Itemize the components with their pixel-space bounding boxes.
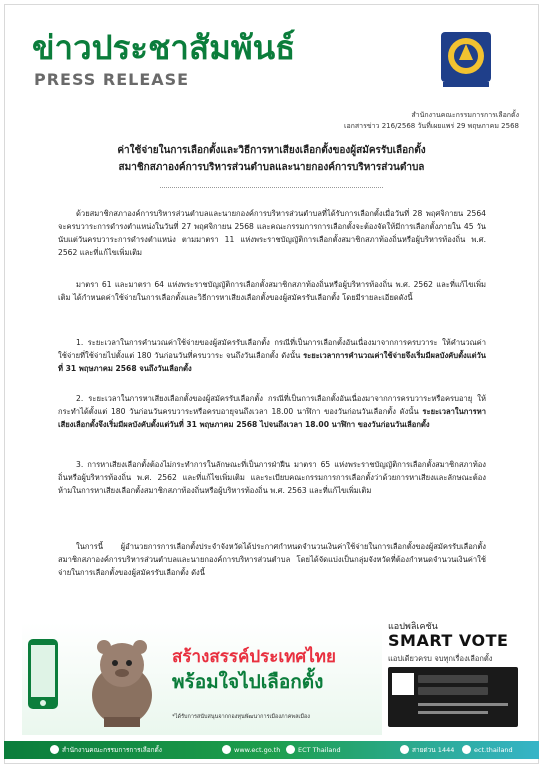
paragraph-5-text: 3. การหาเสียงเลือกตั้งต้องไม่กระทำการในลักษณะที่เป็นการฝ่าฝืน มาตรา 65 แห่งพระราชบัญญัติการเลือกตั้งสมาชิกสภาท้องถิ่นหรือผู้บริหารท้องถิ่น พ.ศ. 2562 และที่แก้ไขเพิ่มเติม และระเบียบคณะกรรมการการเลือกตั้งว่าด้วยการหาเสียงและลักษณะต้องห้ามในการหาเสียงเลือกตั้งสมาชิกสภาท้องถิ่นหรือผู้บริหารท้องถิ่น พ.ศ. 2563 และที่แก้ไขเพิ่มเติม <box>58 460 486 495</box>
paragraph-4-text <box>58 392 486 431</box>
page-title: ข่าวประชาสัมพันธ์ <box>32 28 296 67</box>
banner-subheadline: พร้อมใจไปเลือกตั้ง <box>172 671 324 693</box>
mascot-icon <box>74 631 170 731</box>
globe-icon <box>222 745 231 754</box>
app-label: แอปพลิเคชัน <box>388 622 438 632</box>
app-store-badge[interactable] <box>418 675 488 683</box>
paragraph-1-text: ด้วยสมาชิกสภาองค์การบริหารส่วนตำบลและนายกองค์การบริหารส่วนตำบลที่ได้รับการเลือกตั้งเมื่อวันที่ 28 พฤศจิกายน 2564 จะครบวาระการดำรงตำแหน่งในวันที่ 27 พฤศจิกายน 2568 และคณะกรรมการการเลือกตั้งจะต้องจัดให้มีการเลือกตั้งภายใน 45 วันนับแต่วันครบวาระการดำรงตำแหน่ง ตามมาตรา 11 แห่งพระราชบัญญัติการเลือกตั้งสมาชิกสภาท้องถิ่นหรือผู้บริหารท้องถิ่น พ.ศ. 2562 และที่แก้ไขเพิ่มเติม <box>58 209 486 257</box>
office-block <box>344 110 519 132</box>
google-play-badge[interactable] <box>418 687 488 695</box>
panel-text-line <box>418 703 508 706</box>
banner-sponsor-note: *ได้รับการสนับสนุนจากกองทุนพัฒนาการเมืองภาคพลเมือง <box>172 714 310 720</box>
footer-hotline[interactable]: สายด่วน 1444 <box>412 746 455 754</box>
paragraph-3-text <box>58 336 486 375</box>
paragraph-2 <box>58 278 486 304</box>
paragraph-6 <box>58 540 486 579</box>
facebook-icon <box>286 745 295 754</box>
document-title <box>0 142 543 176</box>
paragraph-3-regular: 1. ระยะเวลาในการคำนวณค่าใช้จ่ายของผู้สมัครรับเลือกตั้ง กรณีที่เป็นการเลือกตั้งอันเนื่องมาจากการครบวาระ ให้คำนวณค่าใช้จ่ายที่ใช้จ่ายไปตั้งแต่ 180 วันก่อนวันที่ครบวาระ จนถึงวันเลือกตั้ง ดังนั้น <box>58 338 486 360</box>
paragraph-3 <box>58 336 486 375</box>
document-title-line2: สมาชิกสภาองค์การบริหารส่วนตำบลและนายกองค์การบริหารส่วนตำบล <box>118 162 425 173</box>
page-subtitle: PRESS RELEASE <box>34 70 190 89</box>
paragraph-4-bold: ระยะเวลาในการหาเสียงเลือกตั้งจึงเริ่มมีผลบังคับตั้งแต่วันที่ 31 พฤษภาคม 2568 ไปจนถึงเวลา 18.00 นาฬิกา ของวันก่อนวันเลือกตั้ง <box>58 407 486 429</box>
paragraph-3-bold: ระยะเวลาการคำนวณค่าใช้จ่ายจึงเริ่มมีผลบังคับตั้งแต่วันที่ 31 พฤษภาคม 2568 จนถึงวันเลือกตั้ง <box>58 351 486 373</box>
smart-vote-promo <box>388 615 520 733</box>
ect-logo-icon <box>50 745 59 754</box>
footer-office: สำนักงานคณะกรรมการการเลือกตั้ง <box>62 746 162 754</box>
banner-headline: สร้างสรรค์ประเทศไทย <box>172 647 336 667</box>
paragraph-1 <box>58 207 486 259</box>
footer-facebook[interactable]: ECT Thailand <box>298 746 341 754</box>
qr-code-icon[interactable] <box>392 673 414 695</box>
banner-left-panel <box>22 623 382 735</box>
panel-text-line <box>418 711 488 714</box>
footer <box>0 737 543 764</box>
footer-website[interactable]: www.ect.go.th <box>234 746 281 754</box>
document-title-line1: ค่าใช้จ่ายในการเลือกตั้งและวิธีการหาเสียงเลือกตั้งของผู้สมัครรับเลือกตั้ง <box>117 145 426 156</box>
release-reference: เอกสารข่าว 216/2568 วันที่เผยแพร่ 29 พฤษภาคม 2568 <box>344 122 519 130</box>
app-tagline: แอปเดียวครบ จบทุกเรื่องเลือกตั้ง <box>388 654 493 663</box>
download-panel <box>388 667 518 727</box>
ect-emblem-icon <box>437 28 495 90</box>
paragraph-5 <box>58 458 486 497</box>
paragraph-2-text: มาตรา 61 และมาตรา 64 แห่งพระราชบัญญัติการเลือกตั้งสมาชิกสภาท้องถิ่นหรือผู้บริหารท้องถิ่น พ.ศ. 2562 และที่แก้ไขเพิ่มเติม ได้กำหนดค่าใช้จ่ายในการเลือกตั้งและวิธีการหาเสียงเลือกตั้งของผู้สมัครรับเลือกตั้ง โดยมีรายละเอียดดังนี้ <box>58 280 486 302</box>
campaign-banner <box>22 615 520 735</box>
title-separator <box>160 187 383 188</box>
paragraph-4-regular: 2. ระยะเวลาในการหาเสียงเลือกตั้งของผู้สมัครรับเลือกตั้ง กรณีที่เป็นการเลือกตั้งอันเนื่องมาจากการครบวาระหรือครบอายุ ให้กระทำได้ตั้งแต่ 180 วันก่อนวันครบวาระหรือครบอายุจนถึงเวลา 18.00 นาฬิกา ของวันก่อนวันเลือกตั้ง ดังนั้น <box>58 394 486 416</box>
app-name: SMART VOTE <box>388 631 509 650</box>
phone-icon <box>400 745 409 754</box>
footer-social[interactable]: ect.thailand <box>474 746 513 754</box>
paragraph-6-text: ในการนี้ ผู้อำนวยการการเลือกตั้งประจำจังหวัดได้ประกาศกำหนดจำนวนเงินค่าใช้จ่ายในการเลือกตั้งของผู้สมัครรับเลือกตั้งสมาชิกสภาองค์การบริหารส่วนตำบลและนายกองค์การบริหารส่วนตำบล โดยได้จัดแบ่งเป็นกลุ่มจังหวัดที่ต้องกำหนดจำนวนเงินค่าใช้จ่ายในการเลือกตั้งของผู้สมัครรับเลือกตั้ง ดังนี้ <box>58 542 486 577</box>
paragraph-4 <box>58 392 486 431</box>
office-name: สำนักงานคณะกรรมการการเลือกตั้ง <box>411 111 519 119</box>
social-icon <box>462 745 471 754</box>
smartphone-icon <box>22 635 64 715</box>
